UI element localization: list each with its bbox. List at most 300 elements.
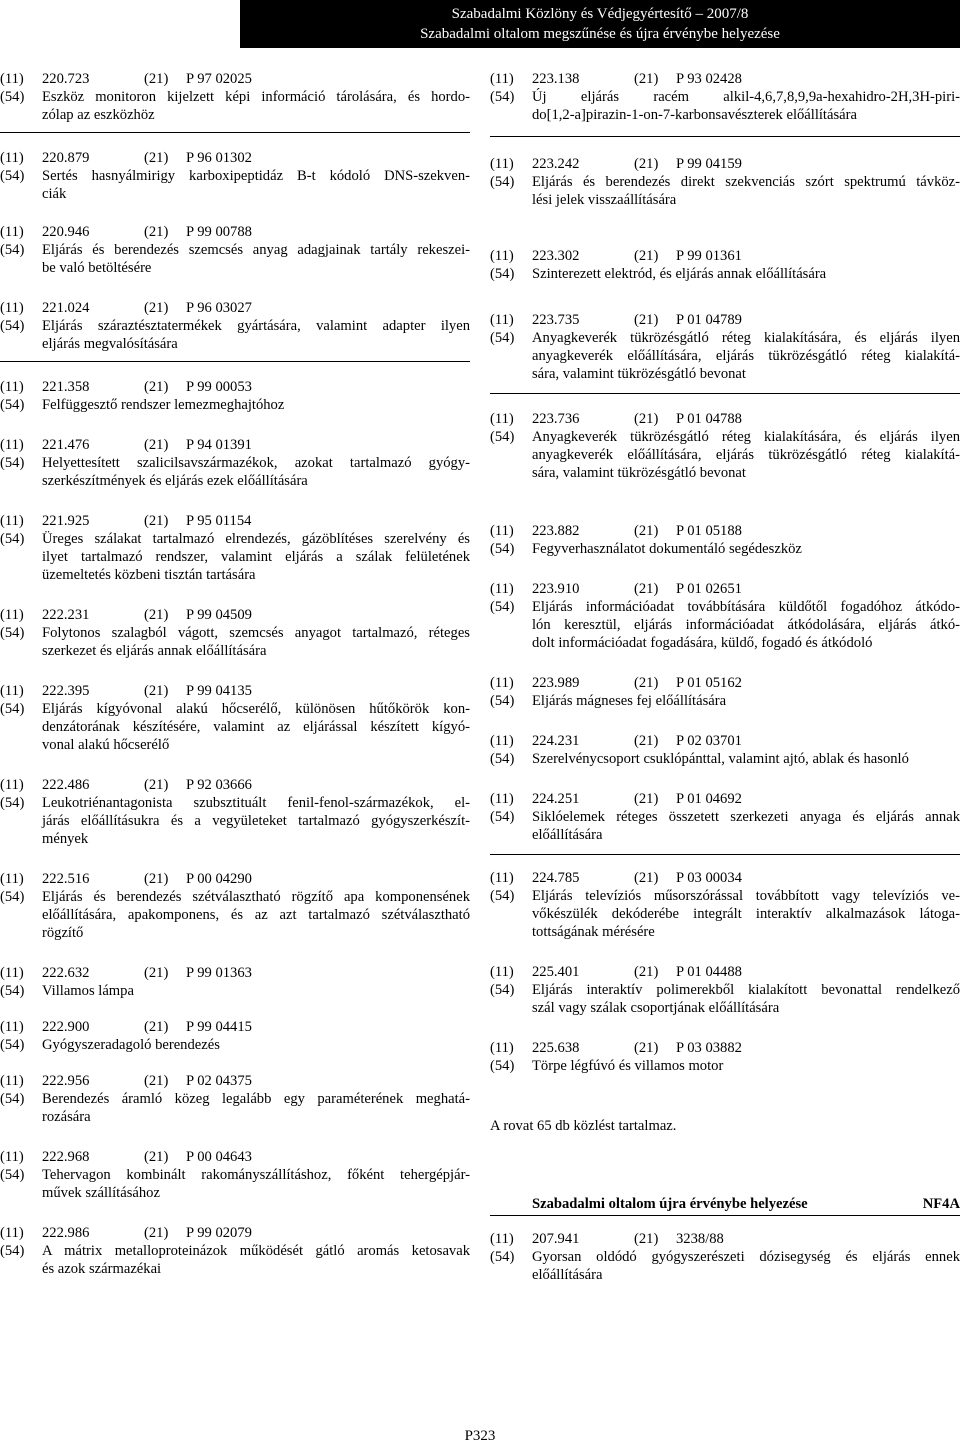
field-code-54: (54) — [490, 809, 515, 825]
patent-entry — [490, 311, 960, 394]
title-row — [0, 736, 470, 754]
patent-entry — [0, 512, 470, 584]
title-row — [490, 616, 960, 634]
patent-number: 223.910 — [532, 581, 580, 597]
patent-number: 222.395 — [42, 683, 90, 699]
patent-entry — [490, 410, 960, 482]
application-number: P 00 04290 — [186, 871, 252, 887]
title-row — [490, 88, 960, 106]
patent-entry — [490, 155, 960, 209]
patent-number: 224.251 — [532, 791, 580, 807]
field-code-21: (21) — [144, 300, 169, 316]
patent-number: 223.242 — [532, 156, 580, 172]
application-number: P 99 01361 — [676, 248, 742, 264]
patent-number: 222.986 — [42, 1225, 90, 1241]
field-code-21: (21) — [144, 965, 169, 981]
patent-entry — [0, 682, 470, 754]
patent-number-row — [490, 155, 960, 173]
patent-entry — [490, 790, 960, 855]
patent-number-row — [0, 1018, 470, 1036]
patent-title-line: előállítására, apakomponens, és az azt tartalmazó szétválasztható — [42, 907, 470, 923]
application-number: P 99 04509 — [186, 607, 252, 623]
patent-number: 220.946 — [42, 224, 90, 240]
title-row — [0, 106, 470, 124]
field-code-21: (21) — [634, 312, 659, 328]
section-heading — [490, 1195, 960, 1216]
title-row — [490, 905, 960, 923]
title-row — [0, 812, 470, 830]
patent-number: 224.785 — [532, 870, 580, 886]
field-code-21: (21) — [144, 1149, 169, 1165]
patent-entry — [490, 963, 960, 1017]
title-row — [490, 329, 960, 347]
page-number: P323 — [464, 1428, 496, 1444]
patent-number: 224.231 — [532, 733, 580, 749]
title-row — [0, 396, 470, 414]
title-row — [0, 566, 470, 584]
patent-title-line: denzátorának készítésére, valamint az eljárással készített kígyó- — [42, 719, 470, 735]
application-number: P 94 01391 — [186, 437, 252, 453]
patent-entry — [490, 247, 960, 283]
title-row — [490, 428, 960, 446]
patent-entry — [0, 870, 470, 942]
field-code-21: (21) — [144, 513, 169, 529]
patent-entry — [490, 674, 960, 710]
title-row — [490, 826, 960, 844]
field-code-21: (21) — [144, 871, 169, 887]
field-code-11: (11) — [490, 733, 514, 749]
title-row — [0, 454, 470, 472]
title-row — [0, 335, 470, 353]
application-number: P 01 05188 — [676, 523, 742, 539]
patent-entry — [490, 732, 960, 768]
title-row — [0, 530, 470, 548]
field-code-21: (21) — [634, 1040, 659, 1056]
title-row — [0, 906, 470, 924]
title-row — [0, 794, 470, 812]
field-code-54: (54) — [490, 429, 515, 445]
field-code-11: (11) — [490, 964, 514, 980]
field-code-54: (54) — [0, 531, 25, 547]
patent-number-row — [0, 870, 470, 888]
application-number: P 99 04135 — [186, 683, 252, 699]
field-code-11: (11) — [490, 675, 514, 691]
patent-number: 220.723 — [42, 71, 90, 87]
patent-title-line: Új eljárás racém alkil-4,6,7,8,9,9a-hexahidro-2H,3H-piri- — [532, 89, 960, 105]
patent-number-row — [0, 1072, 470, 1090]
field-code-11: (11) — [490, 1040, 514, 1056]
patent-number: 223.736 — [532, 411, 580, 427]
field-code-21: (21) — [634, 581, 659, 597]
application-number: P 01 05162 — [676, 675, 742, 691]
field-code-54: (54) — [490, 1058, 515, 1074]
patent-number-row — [490, 410, 960, 428]
page-header — [240, 0, 960, 48]
title-row — [490, 191, 960, 209]
patent-title-line: Eljárás interaktív polimerekből kialakított bevonattal rendelkező — [532, 982, 960, 998]
application-number: P 03 03882 — [676, 1040, 742, 1056]
field-code-54: (54) — [0, 625, 25, 641]
field-code-11: (11) — [0, 683, 24, 699]
patent-number-row — [490, 580, 960, 598]
patent-number-row — [490, 674, 960, 692]
patent-title-line: Eljárás televíziós műsorszórással továbbított vagy televíziós ve- — [532, 888, 960, 904]
field-code-21: (21) — [634, 791, 659, 807]
patent-number: 221.476 — [42, 437, 90, 453]
field-code-11: (11) — [490, 523, 514, 539]
title-row — [0, 317, 470, 335]
field-code-54: (54) — [490, 888, 515, 904]
application-number: P 99 01363 — [186, 965, 252, 981]
patent-number-row — [490, 247, 960, 265]
patent-number-row — [0, 512, 470, 530]
title-row — [490, 981, 960, 999]
patent-title-line: Üreges szálakat tartalmazó elrendezés, gázöblítéses szerelvény és — [42, 531, 470, 547]
patent-title-line: Eljárás és berendezés direkt szekvenciás szórt spektrumú távköz- — [532, 174, 960, 190]
field-code-21: (21) — [144, 437, 169, 453]
field-code-11: (11) — [0, 777, 24, 793]
patent-title-line: Eljárás információadat továbbítására küldőtől fogadóhoz átkódo- — [532, 599, 960, 615]
patent-title-line: zólap az eszközhöz — [42, 107, 155, 123]
patent-title-line: vőkészülék dekóderébe integrált interaktív alkalmazások látoga- — [532, 906, 960, 922]
patent-title-line: tottságának mérésére — [532, 924, 655, 940]
patent-number: 223.989 — [532, 675, 580, 691]
title-row — [0, 1242, 470, 1260]
patent-title-line: vonal alakú hőcserélő — [42, 737, 170, 753]
patent-title-line: Gyógyszeradagoló berendezés — [42, 1037, 220, 1053]
field-code-21: (21) — [634, 156, 659, 172]
application-number: P 01 04788 — [676, 411, 742, 427]
application-number: P 01 04789 — [676, 312, 742, 328]
patent-entry — [0, 1018, 470, 1054]
field-code-11: (11) — [0, 1019, 24, 1035]
patent-title-line: Szerelvénycsoport csuklópánttal, valamint ajtó, ablak és hasonló — [532, 751, 909, 767]
patent-number-row — [0, 776, 470, 794]
patent-number: 222.486 — [42, 777, 90, 793]
field-code-11: (11) — [0, 224, 24, 240]
title-row — [490, 598, 960, 616]
title-row — [490, 464, 960, 482]
field-code-54: (54) — [0, 795, 25, 811]
field-code-11: (11) — [0, 1073, 24, 1089]
patent-title-line: ilyet tartalmazó rendszer, valamint eljárás a szálak felületének — [42, 549, 470, 565]
title-row — [490, 750, 960, 768]
patent-title-line: Eljárás és berendezés szemcsés anyag adagjainak tartály rekeszei- — [42, 242, 470, 258]
title-row — [0, 1036, 470, 1054]
patent-entry — [490, 70, 960, 137]
title-row — [490, 1248, 960, 1266]
patent-title-line: Anyagkeverék tükrözésgátló réteg kialakítására, és eljárás ilyen — [532, 330, 960, 346]
patent-number: 225.401 — [532, 964, 580, 980]
field-code-21: (21) — [634, 248, 659, 264]
patent-title-line: Eljárás kígyóvonal alakú hőcserélő, különösen hűtőkörök kon- — [42, 701, 470, 717]
title-row — [0, 642, 470, 660]
patent-number: 222.900 — [42, 1019, 90, 1035]
title-row — [490, 106, 960, 124]
field-code-21: (21) — [634, 675, 659, 691]
patent-title-line: A mátrix metalloproteinázok működését gátló aromás ketosavak — [42, 1243, 470, 1259]
patent-title-line: anyagkeverék előállítására, eljárás tükrözésgátló réteg kialakítá- — [532, 348, 960, 364]
patent-title-line: Leukotriénantagonista szubsztituált fenil-fenol-származékok, el- — [42, 795, 470, 811]
title-row — [0, 718, 470, 736]
patent-number-row — [490, 790, 960, 808]
patent-number-row — [0, 378, 470, 396]
field-code-11: (11) — [490, 156, 514, 172]
field-code-11: (11) — [0, 437, 24, 453]
application-number: P 03 00034 — [676, 870, 742, 886]
patent-title-line: do[1,2-a]pirazin-1-on-7-karbonsavészterek előállítására — [532, 107, 857, 123]
field-code-54: (54) — [490, 266, 515, 282]
title-row — [0, 830, 470, 848]
patent-title-line: Fegyverhasználatot dokumentáló segédeszköz — [532, 541, 802, 557]
field-code-54: (54) — [0, 1037, 25, 1053]
patent-title-line: előállítására — [532, 1267, 603, 1283]
patent-number-row — [490, 869, 960, 887]
patent-number: 207.941 — [532, 1231, 580, 1247]
patent-number-row — [490, 522, 960, 540]
field-code-54: (54) — [490, 174, 515, 190]
application-number: P 00 04643 — [186, 1149, 252, 1165]
patent-number-row — [0, 149, 470, 167]
field-code-11: (11) — [490, 791, 514, 807]
field-code-54: (54) — [490, 541, 515, 557]
patent-title-line: eljárás megvalósítására — [42, 336, 178, 352]
field-code-54: (54) — [0, 1091, 25, 1107]
patent-title-line: sára, valamint tükrözésgátló bevonat — [532, 465, 746, 481]
field-code-11: (11) — [490, 312, 514, 328]
summary-note: A rovat 65 db közlést tartalmaz. — [490, 1118, 677, 1134]
title-row — [490, 692, 960, 710]
patent-entry — [0, 776, 470, 848]
title-row — [0, 259, 470, 277]
patent-entry — [0, 436, 470, 490]
patent-entry — [0, 1224, 470, 1278]
application-number: P 02 03701 — [676, 733, 742, 749]
patent-title-line: Felfüggesztő rendszer lemezmeghajtóhoz — [42, 397, 285, 413]
patent-title-line: dolt információadat fogadására, küldő, fogadó és átkódoló — [532, 635, 873, 651]
field-code-54: (54) — [490, 982, 515, 998]
field-code-21: (21) — [634, 523, 659, 539]
field-code-11: (11) — [490, 71, 514, 87]
patent-number: 222.516 — [42, 871, 90, 887]
patent-number-row — [490, 1230, 960, 1248]
field-code-21: (21) — [144, 777, 169, 793]
patent-title-line: Eljárás mágneses fej előállítására — [532, 693, 727, 709]
application-number: P 97 02025 — [186, 71, 252, 87]
patent-title-line: Villamos lámpa — [42, 983, 134, 999]
field-code-54: (54) — [0, 242, 25, 258]
patent-number-row — [490, 732, 960, 750]
patent-entry — [490, 522, 960, 558]
patent-number: 222.968 — [42, 1149, 90, 1165]
patent-entry — [0, 299, 470, 362]
patent-title-line: lón keresztül, eljárás információadat átkódolására, eljárás átkó- — [532, 617, 960, 633]
field-code-21: (21) — [144, 150, 169, 166]
patent-title-line: sára, valamint tükrözésgátló bevonat — [532, 366, 746, 382]
patent-number-row — [0, 70, 470, 88]
field-code-21: (21) — [634, 870, 659, 886]
patent-entry — [490, 1230, 960, 1284]
patent-title-line: rozására — [42, 1109, 91, 1125]
patent-entry — [0, 223, 470, 277]
field-code-11: (11) — [0, 871, 24, 887]
patent-title-line: Siklóelemek réteges összetett szerkezeti anyaga és eljárás annak — [532, 809, 960, 825]
title-row — [490, 347, 960, 365]
patent-title-line: járás előállításukra és a vegyületeket tartalmazó gyógyszerkészít- — [42, 813, 470, 829]
title-row — [0, 1090, 470, 1108]
title-row — [0, 982, 470, 1000]
application-number: P 96 03027 — [186, 300, 252, 316]
patent-title-line: üzemeltetés közbeni tisztán tartására — [42, 567, 256, 583]
patent-number-row — [490, 70, 960, 88]
patent-title-line: Helyettesített szalicilsavszármazékok, azokat tartalmazó gyógy- — [42, 455, 470, 471]
title-row — [0, 924, 470, 942]
field-code-11: (11) — [490, 411, 514, 427]
title-row — [0, 888, 470, 906]
application-number: P 92 03666 — [186, 777, 252, 793]
patent-title-line: Tehervagon kombinált rakományszállításhoz, főként tehergépjár- — [42, 1167, 470, 1183]
patent-title-line: Szinterezett elektród, és eljárás annak előállítására — [532, 266, 827, 282]
title-row — [490, 808, 960, 826]
field-code-21: (21) — [634, 71, 659, 87]
field-code-21: (21) — [634, 411, 659, 427]
field-code-21: (21) — [144, 224, 169, 240]
field-code-54: (54) — [0, 318, 25, 334]
patent-number: 221.358 — [42, 379, 90, 395]
field-code-11: (11) — [490, 248, 514, 264]
field-code-21: (21) — [144, 1073, 169, 1089]
title-row — [490, 446, 960, 464]
title-row — [0, 1260, 470, 1278]
patent-title-line: lési jelek visszaállítására — [532, 192, 677, 208]
application-number: P 93 02428 — [676, 71, 742, 87]
title-row — [0, 548, 470, 566]
title-row — [0, 185, 470, 203]
field-code-54: (54) — [0, 1243, 25, 1259]
patent-title-line: ciák — [42, 186, 67, 202]
left-column — [0, 70, 470, 1278]
patent-title-line: művek szállításához — [42, 1185, 160, 1201]
patent-entry — [490, 1039, 960, 1075]
title-row — [0, 624, 470, 642]
field-code-11: (11) — [490, 870, 514, 886]
field-code-11: (11) — [490, 581, 514, 597]
field-code-11: (11) — [0, 300, 24, 316]
field-code-54: (54) — [490, 693, 515, 709]
patent-number: 222.231 — [42, 607, 90, 623]
field-code-21: (21) — [144, 1019, 169, 1035]
field-code-21: (21) — [634, 733, 659, 749]
patent-number: 221.024 — [42, 300, 90, 316]
application-number: P 96 01302 — [186, 150, 252, 166]
application-number: P 01 02651 — [676, 581, 742, 597]
field-code-54: (54) — [0, 701, 25, 717]
patent-title-line: Folytonos szalagból vágott, szemcsés anyagot tartalmazó, réteges — [42, 625, 470, 641]
application-number: P 02 04375 — [186, 1073, 252, 1089]
patent-title-line: Sertés hasnyálmirigy karboxipeptidáz B-t kódoló DNS-szekven- — [42, 168, 470, 184]
patent-title-line: be való betöltésére — [42, 260, 152, 276]
patent-title-line: rögzítő — [42, 925, 84, 941]
patent-number-row — [0, 1224, 470, 1242]
section-heading-title: Szabadalmi oltalom újra érvénybe helyezése — [532, 1196, 808, 1212]
field-code-54: (54) — [490, 599, 515, 615]
title-row — [0, 1184, 470, 1202]
title-row — [0, 167, 470, 185]
patent-entry — [490, 580, 960, 652]
section-title: Szabadalmi oltalom megszűnése és újra érvénybe helyezése — [420, 26, 780, 42]
field-code-54: (54) — [0, 168, 25, 184]
application-number: P 95 01154 — [186, 513, 252, 529]
patent-entry — [0, 378, 470, 414]
field-code-21: (21) — [144, 607, 169, 623]
field-code-21: (21) — [634, 1231, 659, 1247]
patent-number: 222.632 — [42, 965, 90, 981]
patent-number-row — [0, 299, 470, 317]
application-number: P 01 04488 — [676, 964, 742, 980]
application-number: P 99 04415 — [186, 1019, 252, 1035]
field-code-11: (11) — [0, 1149, 24, 1165]
field-code-54: (54) — [490, 330, 515, 346]
section-heading-code: NF4A — [922, 1196, 960, 1212]
title-row — [490, 1057, 960, 1075]
patent-entry — [0, 1072, 470, 1126]
patent-title-line: Eljárás száraztésztatermékek gyártására, valamint adapter ilyen — [42, 318, 470, 334]
field-code-54: (54) — [0, 455, 25, 471]
field-code-54: (54) — [0, 1167, 25, 1183]
field-code-21: (21) — [634, 964, 659, 980]
title-row — [0, 241, 470, 259]
patent-title-line: Törpe légfúvó és villamos motor — [532, 1058, 724, 1074]
patent-number-row — [490, 311, 960, 329]
application-number: 3238/88 — [676, 1231, 724, 1247]
journal-title: Szabadalmi Közlöny és Védjegyértesítő – 2007/8 — [451, 6, 749, 22]
field-code-54: (54) — [0, 889, 25, 905]
field-code-54: (54) — [490, 89, 515, 105]
field-code-11: (11) — [0, 513, 24, 529]
patent-entry — [490, 869, 960, 941]
patent-number-row — [490, 963, 960, 981]
application-number: P 01 04692 — [676, 791, 742, 807]
patent-number-row — [0, 436, 470, 454]
title-row — [0, 88, 470, 106]
field-code-11: (11) — [0, 150, 24, 166]
field-code-54: (54) — [490, 751, 515, 767]
title-row — [490, 1266, 960, 1284]
patent-number-row — [0, 1148, 470, 1166]
patent-number-row — [490, 1039, 960, 1057]
patent-number: 225.638 — [532, 1040, 580, 1056]
title-row — [0, 1166, 470, 1184]
title-row — [490, 540, 960, 558]
patent-title-line: és azok származékai — [42, 1261, 162, 1277]
field-code-21: (21) — [144, 71, 169, 87]
field-code-54: (54) — [490, 1249, 515, 1265]
patent-title-line: Gyorsan oldódó gyógyszerészeti dózisegység és eljárás ennek — [532, 1249, 960, 1265]
patent-entry — [0, 606, 470, 660]
title-row — [490, 999, 960, 1017]
field-code-54: (54) — [0, 983, 25, 999]
field-code-11: (11) — [0, 607, 24, 623]
patent-number: 223.882 — [532, 523, 580, 539]
patent-number: 223.138 — [532, 71, 580, 87]
field-code-54: (54) — [0, 89, 25, 105]
patent-title-line: Eszköz monitoron kijelzett képi információ tárolására, és hordo- — [42, 89, 470, 105]
title-row — [490, 173, 960, 191]
field-code-11: (11) — [0, 965, 24, 981]
patent-number: 221.925 — [42, 513, 90, 529]
field-code-11: (11) — [0, 1225, 24, 1241]
patent-title-line: Eljárás és berendezés szétválasztható rögzítő apa komponensének — [42, 889, 470, 905]
